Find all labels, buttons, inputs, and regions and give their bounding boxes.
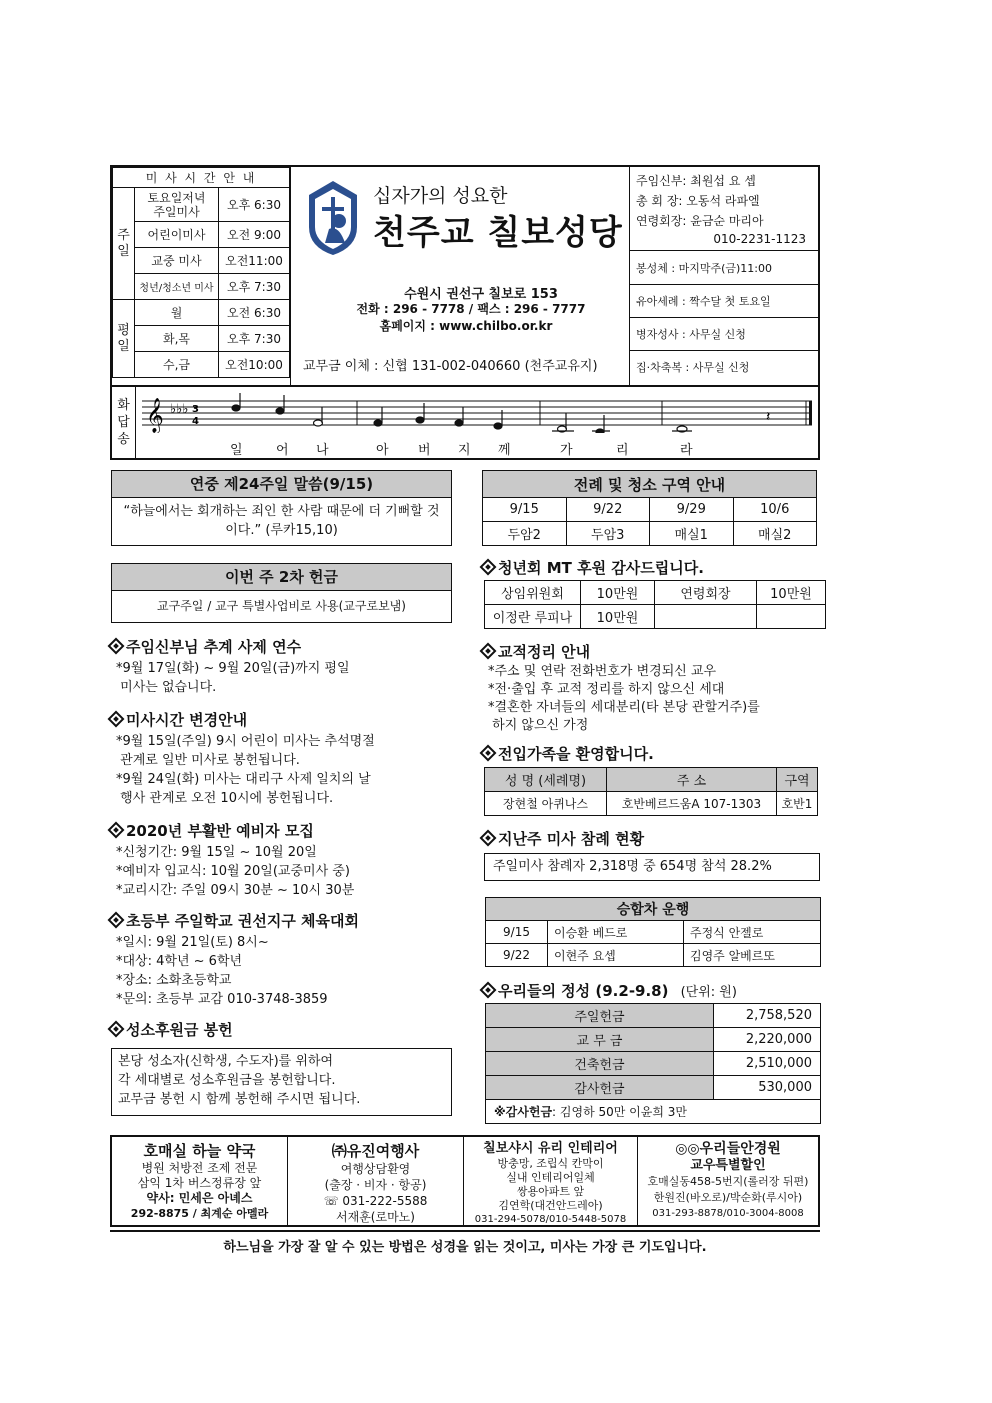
records-line: *주소 및 연락 전화번호가 변경되신 교우 xyxy=(488,664,717,679)
mass-name: 화,목 xyxy=(135,326,219,352)
sunday-word-title: 연중 제24주일 말씀(9/15) xyxy=(112,471,451,498)
offering-note xyxy=(486,1100,821,1124)
catechumen-line: *교리시간: 주일 09시 30분 ~ 10시 30분 xyxy=(116,883,355,898)
ad-line: 서재훈(로마노) xyxy=(336,1210,415,1224)
newcomer-cell: 장현철 아퀴나스 xyxy=(485,792,607,816)
retreat-section xyxy=(110,636,455,697)
mass-time: 오전 6:30 xyxy=(219,300,290,326)
van-cell: 9/15 xyxy=(486,921,548,944)
mass-schedule-title: 미 사 시 간 안 내 xyxy=(113,168,290,188)
records-section xyxy=(482,641,827,735)
sick-info: 병자성사 : 사무실 신청 xyxy=(630,318,818,351)
van-cell: 이승환 베드로 xyxy=(548,921,684,944)
footer-motto: 하느님을 가장 잘 알 수 있는 방법은 성경을 읽는 것이고, 미사는 가장 큰 기도입니다. xyxy=(223,1240,707,1255)
vocation-box xyxy=(111,1048,452,1116)
bullet-icon xyxy=(108,822,125,839)
newcomers-header: 성 명 (세례명) xyxy=(485,768,607,792)
van-title: 승합차 운행 xyxy=(486,898,821,921)
lyric-syllable: 아 xyxy=(376,443,389,458)
sports-line: *대상: 4학년 ~ 6학년 xyxy=(116,954,243,969)
mass-change-line: *9월 15일(주일) 9시 어린이 미사는 추석명절 xyxy=(116,734,375,749)
ad-title: 호매실 하늘 약국 xyxy=(143,1142,256,1160)
bullet-icon xyxy=(480,559,497,576)
svg-text:4: 4 xyxy=(192,416,199,427)
second-collection-text: 교구주일 / 교구 특별사업비로 사용(교구로보냄) xyxy=(157,599,406,613)
records-line: 하지 않으신 가정 xyxy=(488,718,589,733)
liturgy-date: 9/15 xyxy=(483,498,567,522)
mass-change-section xyxy=(110,709,455,808)
ad-line: 병원 처방전 조제 전문 xyxy=(141,1161,258,1175)
psalm-lyrics xyxy=(112,439,818,457)
liturgy-zone: 두암3 xyxy=(566,522,650,546)
church-account: 교무금 이체 : 신협 131-002-040660 (천주교유지) xyxy=(303,359,598,374)
mass-change-line: *9월 24일(화) 미사는 대리구 사제 일치의 날 xyxy=(116,772,371,787)
attendance-section xyxy=(482,828,827,849)
donor-cell: 이정란 루피나 xyxy=(485,605,581,629)
second-collection-box xyxy=(111,563,452,623)
mass-name: 토요일저녁 주일미사 xyxy=(135,188,219,222)
liturgy-zone: 매실1 xyxy=(650,522,734,546)
offering-note-text: : 김영하 50만 이윤희 3만 xyxy=(552,1105,687,1119)
sunday-label: 주 일 xyxy=(113,188,135,300)
ad-title: ㈜유진여행사 xyxy=(331,1142,420,1160)
svg-text:♭♭♭: ♭♭♭ xyxy=(170,402,189,417)
van-cell: 주정식 안젤로 xyxy=(684,921,821,944)
offering-name: 건축헌금 xyxy=(486,1052,714,1076)
records-line: *결혼한 자녀들의 세대분리(타 본당 관할거주)를 xyxy=(488,700,760,715)
van-cell: 9/22 xyxy=(486,944,548,967)
donor-cell: 10만원 xyxy=(757,581,826,605)
church-name: 천주교 칠보성당 xyxy=(373,213,623,253)
catechumen-line: *신청기간: 9월 15일 ~ 10월 20일 xyxy=(116,845,317,860)
van-cell: 이현주 요셉 xyxy=(548,944,684,967)
liturgy-table xyxy=(482,470,817,546)
mass-change-line: 행사 관계로 오전 10시에 봉헌됩니다. xyxy=(116,791,334,806)
retreat-line: 미사는 없습니다. xyxy=(116,680,217,695)
offering-amount: 530,000 xyxy=(714,1076,821,1100)
attendance-text: 주일미사 참례자 2,318명 중 654명 참석 28.2% xyxy=(484,853,820,881)
church-address: 수원시 권선구 칠보로 153 xyxy=(404,287,558,302)
offering-section xyxy=(482,980,827,1001)
ad-pharmacy xyxy=(112,1137,288,1225)
lyric-syllable: 리 xyxy=(616,443,629,458)
lyric-syllable: 라 xyxy=(680,443,693,458)
sports-section xyxy=(110,910,455,1009)
offering-note-label: ※감사헌금 xyxy=(494,1105,553,1119)
newcomer-cell: 호반베르드움A 107-1303 xyxy=(607,792,777,816)
donor-cell: 10만원 xyxy=(581,605,655,629)
sports-line: *장소: 소화초등학교 xyxy=(116,973,232,988)
donor-cell: 상임위원회 xyxy=(485,581,581,605)
newcomers-header: 구역 xyxy=(777,768,818,792)
offering-table xyxy=(485,1003,821,1124)
vocation-section xyxy=(110,1019,455,1040)
catechumen-section xyxy=(110,820,455,900)
sports-title: 초등부 주일학교 권선지구 체육대회 xyxy=(126,912,360,930)
region-head-phone: 010-2231-1123 xyxy=(713,232,806,246)
vocation-line: 교무금 봉헌 시 함께 봉헌해 주시면 됩니다. xyxy=(118,1092,361,1107)
liturgy-title: 전례 및 청소 구역 안내 xyxy=(483,471,817,498)
ad-interior xyxy=(464,1137,638,1225)
mass-name: 교중 미사 xyxy=(135,248,219,274)
offering-title: 우리들의 정성 (9.2-9.8) xyxy=(498,982,669,1000)
church-info xyxy=(290,167,630,385)
van-table xyxy=(485,897,821,967)
lyric-syllable: 버 xyxy=(418,443,431,458)
church-phone: 전화 : 296 - 7778 / 팩스 : 296 - 7777 xyxy=(356,302,586,316)
ad-optical xyxy=(638,1137,818,1225)
ad-line: 김연학(대건안드레아) xyxy=(498,1199,603,1212)
lyric-syllable: 일 xyxy=(230,443,243,458)
newcomers-header: 주 소 xyxy=(607,768,777,792)
sports-line: *문의: 초등부 교감 010-3748-3859 xyxy=(116,992,328,1007)
ads-bar xyxy=(110,1135,820,1227)
sunday-word-box xyxy=(111,470,452,546)
vocation-line: 본당 성소자(신학생, 수도자)를 위하여 xyxy=(118,1054,334,1069)
bullet-icon xyxy=(108,1021,125,1038)
glasses-icon: ◎◎ xyxy=(675,1141,700,1157)
ad-line: 여행상담환영 xyxy=(340,1162,411,1176)
newcomer-cell: 호반1 xyxy=(777,792,818,816)
psalm-label: 화 답 송 xyxy=(112,387,136,458)
ad-line: ☏ 031-222-5588 xyxy=(323,1194,428,1208)
mass-name: 청년/청소년 미사 xyxy=(135,274,219,300)
staff-info xyxy=(630,167,818,385)
sports-line: *일시: 9월 21일(토) 8시~ xyxy=(116,935,269,950)
vocation-line: 각 세대별로 성소후원금을 봉헌합니다. xyxy=(118,1073,336,1088)
ad-line: 쌍용아파트 앞 xyxy=(516,1185,585,1198)
mass-time: 오후 6:30 xyxy=(219,188,290,222)
vocation-title: 성소후원금 봉헌 xyxy=(126,1021,233,1039)
newcomers-title: 전입가족을 환영합니다. xyxy=(498,745,654,763)
donor-cell: 10만원 xyxy=(581,581,655,605)
youth-mt-table xyxy=(484,580,826,629)
offering-amount: 2,220,000 xyxy=(714,1028,821,1052)
lyric-syllable: 어 xyxy=(276,443,289,458)
donor-cell xyxy=(655,605,757,629)
newcomers-table xyxy=(484,767,818,816)
blessing-info: 집·차축복 : 사무실 신청 xyxy=(636,361,750,374)
offering-name: 교 무 금 xyxy=(486,1028,714,1052)
bullet-icon xyxy=(108,912,125,929)
attendance-title: 지난주 미사 참례 현황 xyxy=(498,830,645,848)
retreat-title: 주임신부님 추계 사제 연수 xyxy=(126,638,302,656)
ad-travel xyxy=(288,1137,464,1225)
footer-divider xyxy=(110,1230,820,1232)
records-title: 교적정리 안내 xyxy=(498,643,591,661)
offering-name: 주일헌금 xyxy=(486,1004,714,1028)
mass-time: 오후 7:30 xyxy=(219,274,290,300)
youth-mt-title: 청년회 MT 후원 감사드립니다. xyxy=(498,559,704,577)
catechumen-title: 2020년 부활반 예비자 모집 xyxy=(126,822,314,840)
weekday-label: 평 일 xyxy=(113,300,135,378)
ad-line: 약사: 민세은 아녜스 xyxy=(146,1191,253,1205)
liturgy-zone: 두암2 xyxy=(483,522,567,546)
offering-amount: 2,510,000 xyxy=(714,1052,821,1076)
bullet-icon xyxy=(480,830,497,847)
bulletin-header xyxy=(110,165,820,460)
ad-line: 292-8875 / 최계순 아멜라 xyxy=(130,1207,269,1220)
donor-cell: 연령회장 xyxy=(655,581,757,605)
ad-title: 칠보샤시 유리 인테리어 xyxy=(483,1141,618,1156)
ad-line: (출장 · 비자 · 항공) xyxy=(324,1178,427,1192)
offering-unit: (단위: 원) xyxy=(680,985,737,1000)
adoration-info: 봉성체 : 마지막주(금)11:00 xyxy=(630,251,818,285)
ad-line: 031-294-5078/010-5448-5078 xyxy=(474,1214,627,1225)
ad-line: 교우특별할인 xyxy=(690,1158,766,1173)
mass-time: 오전 9:00 xyxy=(219,222,290,248)
svg-text:𝄞: 𝄞 xyxy=(146,398,164,433)
bullet-icon xyxy=(480,745,497,762)
lyric-syllable: 께 xyxy=(498,443,511,458)
baptism-info: 유아세례 : 짝수달 첫 토요일 xyxy=(630,285,818,318)
bullet-icon xyxy=(480,643,497,660)
mass-change-title: 미사시간 변경안내 xyxy=(126,711,248,729)
lyric-syllable: 나 xyxy=(316,443,329,458)
lyric-syllable: 가 xyxy=(560,443,573,458)
mass-name: 수,금 xyxy=(135,352,219,378)
bullet-icon xyxy=(108,638,125,655)
liturgy-date: 10/6 xyxy=(733,498,817,522)
ad-line: 삼익 1차 버스정류장 앞 xyxy=(137,1176,262,1190)
donor-cell xyxy=(757,605,826,629)
retreat-line: *9월 17일(화) ~ 9월 20일(금)까지 평일 xyxy=(116,661,350,676)
ad-title: 우리들안경원 xyxy=(699,1141,781,1157)
mass-name: 월 xyxy=(135,300,219,326)
church-subtitle: 십자가의 성요한 xyxy=(373,185,508,207)
mass-change-line: 관계로 일반 미사로 봉헌됩니다. xyxy=(116,753,300,768)
mass-schedule-table xyxy=(112,167,290,378)
van-cell: 김영주 알베르또 xyxy=(684,944,821,967)
youth-mt-section xyxy=(482,557,827,578)
second-collection-title: 이번 주 2차 헌금 xyxy=(112,564,451,591)
liturgy-date: 9/29 xyxy=(650,498,734,522)
psalm-response xyxy=(112,385,818,458)
ad-line: 031-293-8878/010-3004-8008 xyxy=(652,1208,804,1219)
pastor-name: 주임신부: 최원섭 요 셉 xyxy=(636,174,756,188)
offering-amount: 2,758,520 xyxy=(714,1004,821,1028)
church-homepage: 홈페이지 : www.chilbo.or.kr xyxy=(379,319,553,333)
ad-line: 실내 인테리어일체 xyxy=(506,1171,595,1184)
mass-time: 오후 7:30 xyxy=(219,326,290,352)
mass-time: 오전11:00 xyxy=(219,248,290,274)
sunday-word-text: “하늘에서는 회개하는 죄인 한 사람 때문에 더 기뻐할 것이다.” (루카15,10) xyxy=(123,504,440,538)
ad-line: 방충망, 조립식 칸막이 xyxy=(497,1157,604,1170)
music-staff xyxy=(142,393,814,433)
president-name: 총 회 장: 오동석 라파엘 xyxy=(636,194,760,208)
bullet-icon xyxy=(480,982,497,999)
region-head-name: 연령회장: 윤금순 마리아 xyxy=(636,214,764,228)
church-logo-icon xyxy=(305,177,361,257)
svg-text:𝄽: 𝄽 xyxy=(766,409,771,425)
mass-name: 어린이미사 xyxy=(135,222,219,248)
records-line: *전·출입 후 교적 정리를 하지 않으신 세대 xyxy=(488,682,725,697)
liturgy-date: 9/22 xyxy=(566,498,650,522)
catechumen-line: *예비자 입교식: 10월 20일(교중미사 중) xyxy=(116,864,350,879)
ad-line: 한원진(바오로)/박순화(루시아) xyxy=(653,1191,803,1204)
offering-name: 감사헌금 xyxy=(486,1076,714,1100)
ad-line: 호매실동458-5번지(롤러장 뒤편) xyxy=(647,1175,809,1188)
mass-time: 오전10:00 xyxy=(219,352,290,378)
newcomers-section xyxy=(482,743,827,764)
bullet-icon xyxy=(108,711,125,728)
liturgy-zone: 매실2 xyxy=(733,522,817,546)
svg-text:3: 3 xyxy=(192,404,199,415)
lyric-syllable: 지 xyxy=(458,443,471,458)
